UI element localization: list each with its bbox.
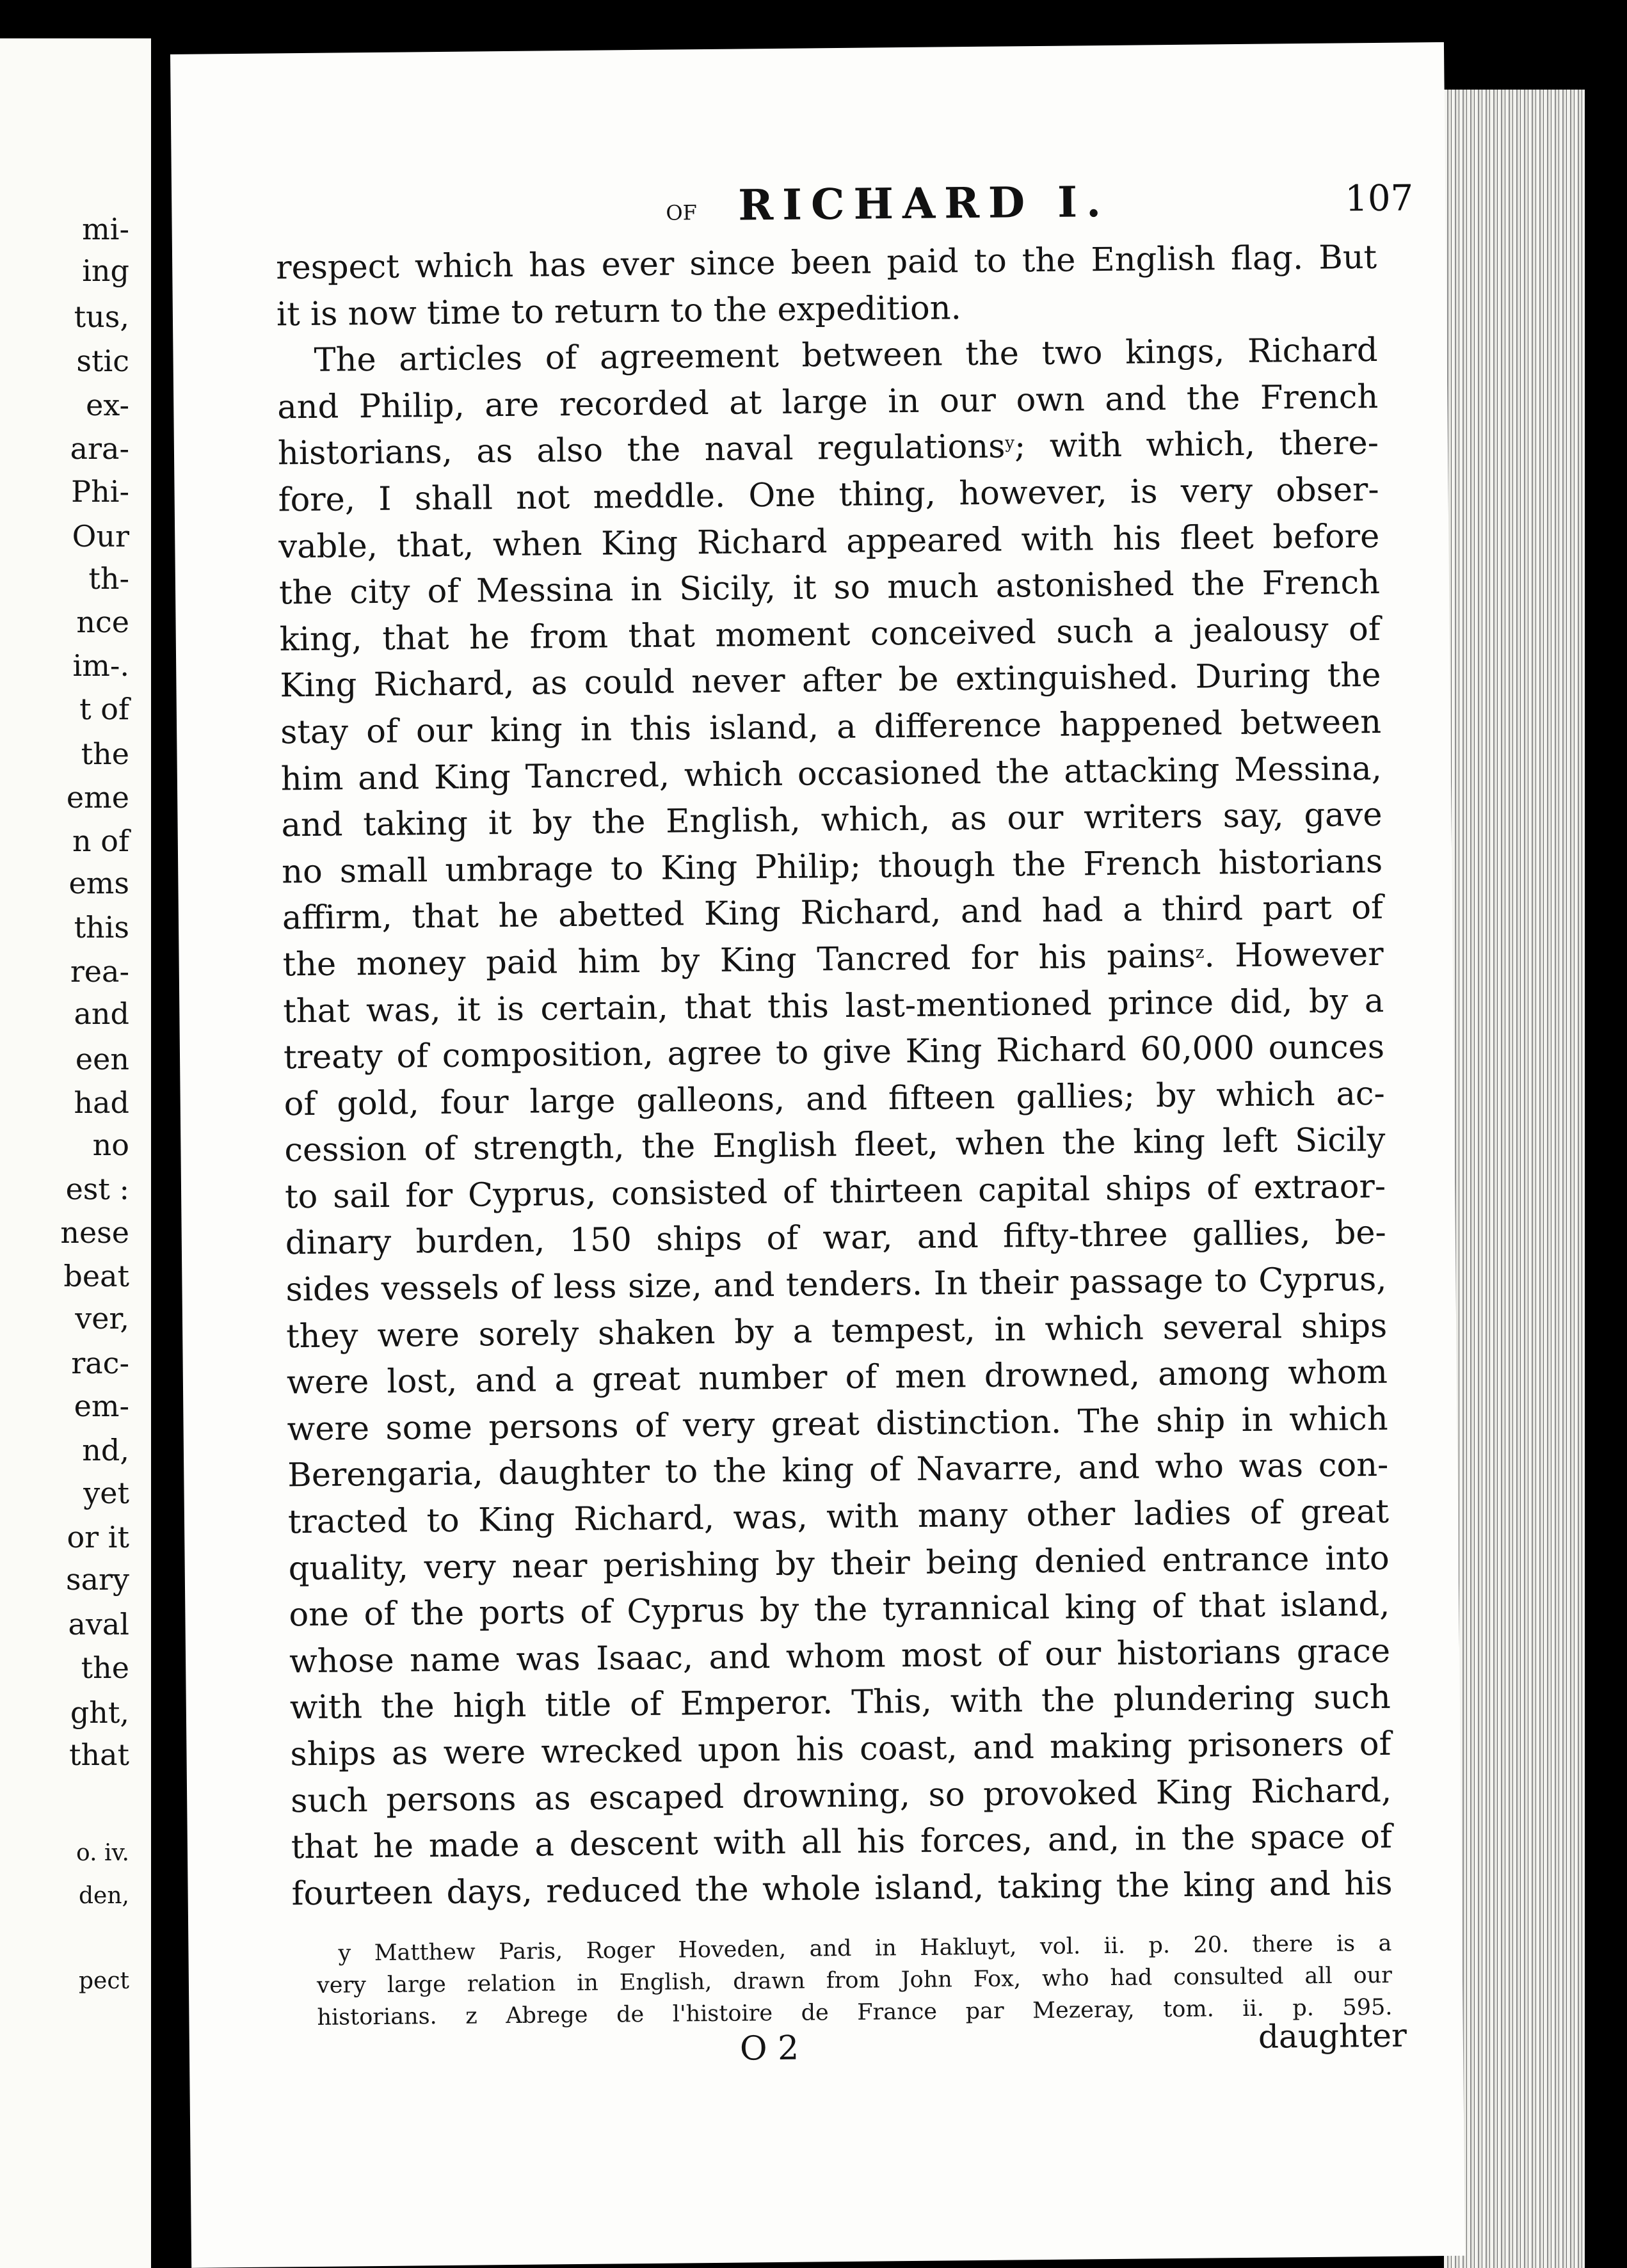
text-line: that he made a descent with all his forces, and, in the space of [291,1817,1393,1867]
text-line: no small umbrage to King Philip; though the French historians [281,842,1383,891]
text-line: dinary burden, 150 ships of war, and fifty-three gallies, be- [285,1214,1387,1263]
left-page-fragment: ara- [70,431,129,466]
text-line-part: ; with which, there- [1014,424,1379,466]
text-line: treaty of composition, agree to give King Richard 60,000 ounces [283,1028,1385,1077]
text-line: fourteen days, reduced the whole island, taking the king and his [291,1864,1393,1913]
left-page-fragment: had [74,1085,129,1120]
page-edges-stack [1444,90,1585,2268]
text-line: it is now time to return to the expedition. [276,289,962,334]
left-page-fragment: rac- [71,1346,129,1380]
left-page-fragment: beat [63,1259,129,1293]
left-page-fragment: the [81,737,129,771]
text-line: such persons as escaped drowning, so provoked King Richard, [290,1771,1392,1820]
text-line: fore, I shall not meddle. One thing, however, is very obser- [278,470,1379,520]
left-page-fragment: Phi- [71,474,129,509]
page-number: 107 [1345,177,1414,220]
left-page-fragment: n of [72,824,129,858]
footnote-marker-y: y [1005,433,1015,453]
text-line: of gold, four large galleons, and fifteen gallies; by which ac- [284,1074,1385,1124]
left-page-fragment: t of [79,692,129,726]
left-page-fragment: and [74,996,129,1031]
text-line: with the high title of Emperor. This, with the plundering such [289,1679,1391,1727]
book-gutter [151,0,170,2268]
text-line: tracted to King Richard, was, with many other ladies of great [287,1492,1390,1542]
text-line: sides vessels of less size, and tenders. In their passage to Cyprus, [285,1260,1387,1309]
left-page-fragment: no [92,1128,129,1162]
background-shadow [1585,0,1627,2268]
left-page-fragment: stic [76,344,129,378]
text-line: The articles of agreement between the two kings, Richard [314,331,1378,380]
text-line-part: . However [1204,935,1384,975]
left-page-fragment: im-. [72,648,129,683]
text-line: stay of our king in this island, a difference happened between [280,703,1382,752]
left-page-fragment: mi- [82,212,129,246]
body-text [276,235,1393,1918]
left-page-fragment: est : [65,1172,129,1206]
text-line: ships as were wrecked upon his coast, and making prisoners of [290,1725,1391,1774]
book-page [170,42,1465,2268]
left-page-fragment: th- [88,561,129,596]
text-line: they were sorely shaken by a tempest, in which several ships [285,1307,1388,1356]
left-page-fragment: Our [72,519,129,554]
left-page-fragment: or it [67,1520,129,1554]
left-page-fragment: sary [65,1562,129,1597]
left-page-fragment: nd, [82,1433,129,1467]
running-head [498,173,1414,234]
left-page-fragment: o. iv. [76,1840,129,1866]
text-line: quality, very near perishing by their being denied entrance into [288,1539,1390,1588]
left-page-fragment: tus, [74,299,129,334]
left-page-fragment: nce [76,605,129,639]
left-page-fragment: ing [82,253,129,288]
text-line: and Philip, are recorded at large in our own and the French [277,378,1379,427]
footnote-part: z Abrege de l'histoire de France par Mezeray, tom. ii. p. 595. [465,1994,1393,2029]
text-line: that was, it is certain, that this last-mentioned prince did, by a [283,982,1384,1030]
text-line: affirm, that he abetted King Richard, and had a third part of [282,889,1384,938]
footnote-part: historians. [317,2004,437,2031]
left-page-fragment: yet [83,1476,129,1510]
left-page-fragment: nese [60,1215,129,1250]
previous-page-edge [0,38,151,2268]
left-page-fragment: ems [68,866,129,900]
left-page-fragment: pect [79,1968,129,1994]
left-page-fragment: this [74,910,129,945]
running-head-of: of [666,192,698,227]
text-line: king, that he from that moment conceived such a jealousy of [279,610,1381,659]
left-page-fragment: aval [68,1607,129,1641]
text-line: vable, that, when King Richard appeared with his fleet before [278,517,1380,566]
text-line: cession of strength, the English fleet, when the king left Sicily [284,1121,1386,1170]
left-page-fragment: that [68,1737,129,1772]
text-line: one of the ports of Cyprus by the tyrannical king of that island, [289,1586,1390,1634]
footnotes [316,1928,1392,2034]
text-line-part: the money paid him by King Tancred for his pains [282,937,1196,984]
text-line: were lost, and a great number of men drowned, among whom [286,1354,1388,1402]
left-page-fragment: ght, [70,1695,129,1730]
left-page-fragment: ver, [75,1301,129,1336]
text-line: Berengaria, daughter to the king of Navarre, and who was con- [287,1446,1389,1495]
left-page-fragment: den, [79,1883,129,1909]
footnote-line: y Matthew Paris, Roger Hoveden, and in Hakluyt, vol. ii. p. 20. there is a [338,1930,1392,1967]
running-head-title: RICHARD I. [737,176,1110,230]
text-line: the city of Messina in Sicily, it so much astonished the French [278,564,1381,612]
left-page-fragment: the [81,1650,129,1685]
text-line: respect which has ever since been paid to the English flag. But [275,238,1377,287]
footnote-marker-z: z [1195,943,1205,962]
left-page-fragment: em- [74,1389,129,1423]
text-line: and taking it by the English, which, as our writers say, gave [281,796,1383,845]
text-line: whose name was Isaac, and whom most of our historians grace [289,1632,1391,1681]
left-page-fragment: een [75,1042,129,1076]
text-line: him and King Tancred, which occasioned the attacking Messina, [280,749,1383,798]
text-line: were some persons of very great distinction. The ship in which [287,1400,1388,1449]
text-line: to sail for Cyprus, consisted of thirteen capital ships of extraor- [284,1167,1386,1217]
left-page-fragment: eme [66,780,129,815]
left-page-fragment: rea- [70,954,129,989]
catchword: daughter [1258,2016,1407,2056]
text-line: King Richard, as could never after be extinguished. During the [280,657,1381,705]
footnote-line: very large relation in English, drawn from John Fox, who had consulted all our [316,1962,1393,1999]
text-line-part: historians, as also the naval regulations [277,427,1006,473]
signature-mark: O 2 [739,2029,799,2068]
left-page-fragment: ex- [86,388,129,422]
